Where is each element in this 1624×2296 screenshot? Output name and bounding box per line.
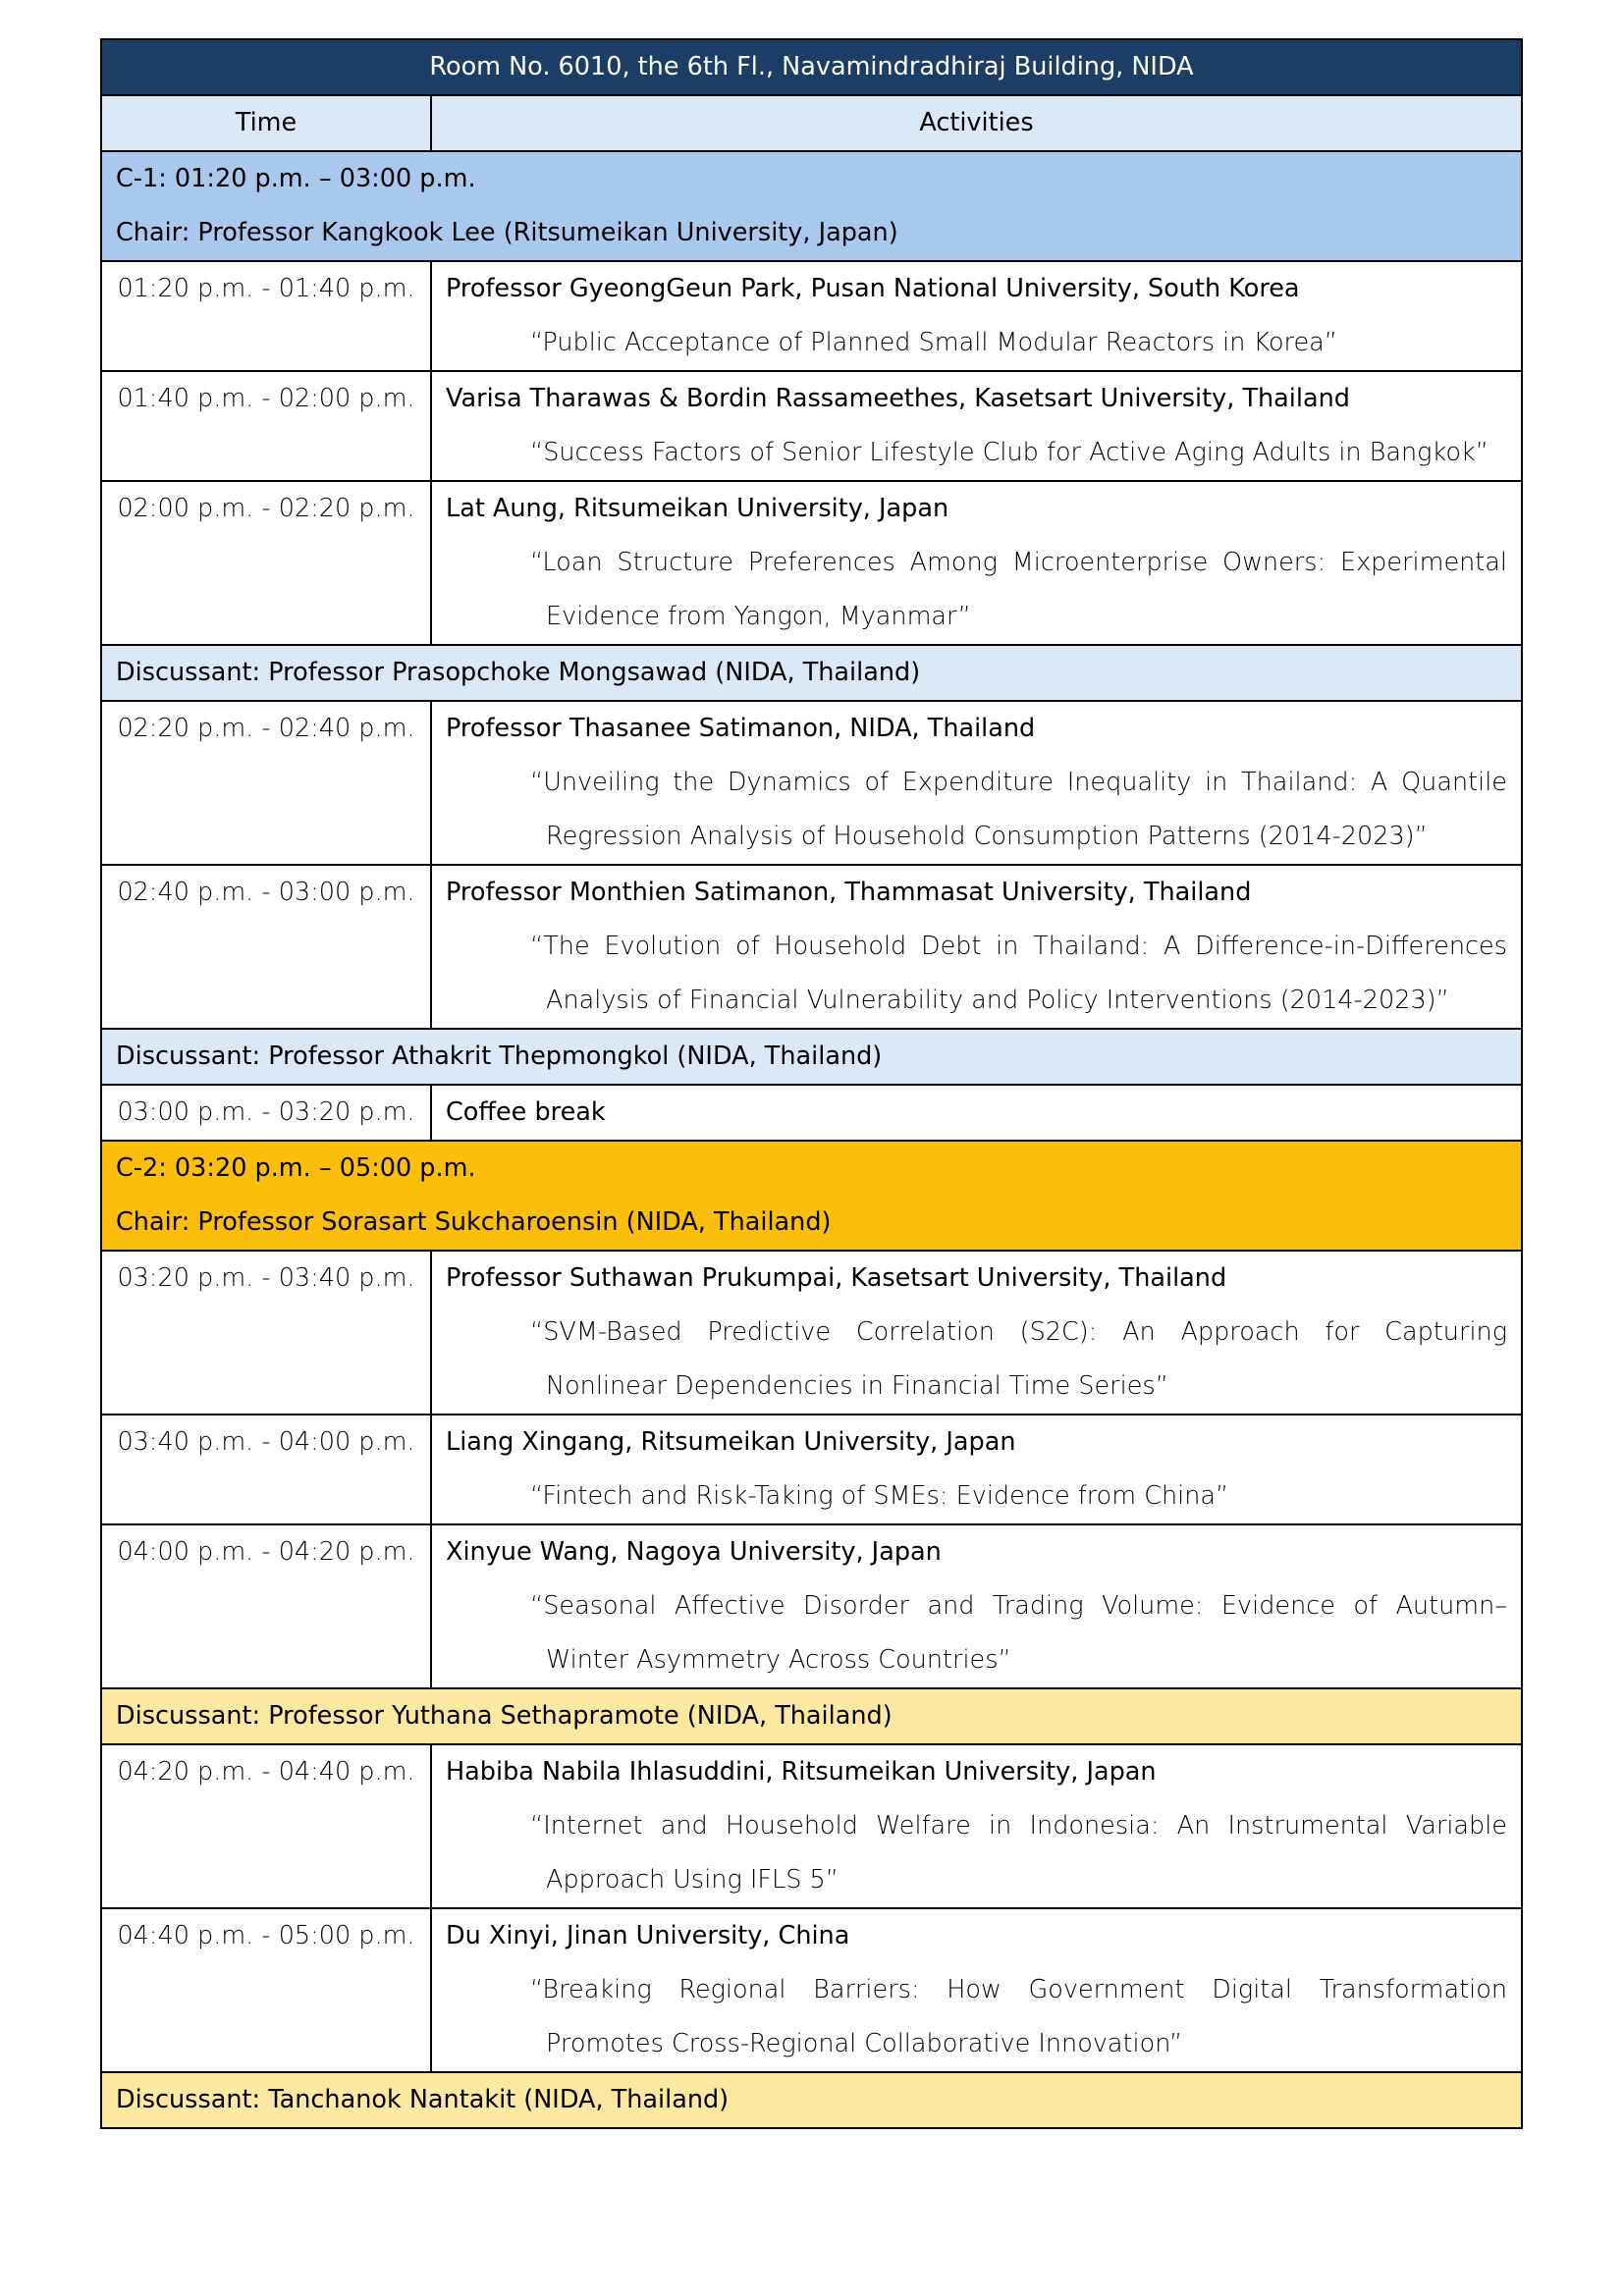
session-c1-header — [101, 151, 1522, 261]
table-row — [101, 371, 1522, 481]
talk-speaker: Du Xinyi, Jinan University, China — [446, 1921, 850, 1950]
talk-activity — [431, 1415, 1522, 1524]
discussant-row: Discussant: Professor Athakrit Thepmongkol (NIDA, Thailand) — [101, 1029, 1522, 1085]
talk-activity — [431, 1908, 1522, 2072]
talk-activity — [431, 1524, 1522, 1688]
talk-time: 03:20 p.m. - 03:40 p.m. — [101, 1251, 431, 1415]
talk-activity — [431, 701, 1522, 865]
talk-time: 04:20 p.m. - 04:40 p.m. — [101, 1744, 431, 1908]
talk-speaker: Habiba Nabila Ihlasuddini, Ritsumeikan University, Japan — [446, 1757, 1157, 1787]
talk-speaker: Professor Suthawan Prukumpai, Kasetsart University, Thailand — [446, 1263, 1227, 1293]
discussant-row: Discussant: Professor Prasopchoke Mongsawad (NIDA, Thailand) — [101, 645, 1522, 701]
talk-time: 04:00 p.m. - 04:20 p.m. — [101, 1524, 431, 1688]
table-row — [101, 1744, 1522, 1908]
talk-speaker: Professor GyeongGeun Park, Pusan National University, South Korea — [446, 274, 1300, 303]
table-row — [101, 481, 1522, 645]
session-c2-chair: Chair: Professor Sorasart Sukcharoensin (NIDA, Thailand) — [116, 1207, 832, 1237]
talk-time: 01:40 p.m. - 02:00 p.m. — [101, 371, 431, 481]
schedule-table — [100, 38, 1523, 2129]
talk-speaker: Lat Aung, Ritsumeikan University, Japan — [446, 494, 949, 523]
table-row — [101, 1415, 1522, 1524]
talk-time: 02:40 p.m. - 03:00 p.m. — [101, 865, 431, 1029]
talk-title: “Seasonal Affective Disorder and Trading Volume: Evidence of Autumn–Winter Asymmetry Across Countries” — [530, 1591, 1507, 1675]
coffee-break-row — [101, 1085, 1522, 1141]
table-row — [101, 701, 1522, 865]
coffee-break-label: Coffee break — [431, 1085, 1522, 1141]
talk-speaker: Xinyue Wang, Nagoya University, Japan — [446, 1537, 942, 1567]
talk-speaker: Liang Xingang, Ritsumeikan University, Japan — [446, 1427, 1016, 1457]
talk-title: “Public Acceptance of Planned Small Modular Reactors in Korea” — [530, 328, 1338, 357]
session-c1-title: C-1: 01:20 p.m. – 03:00 p.m. — [116, 164, 476, 193]
talk-title: “Success Factors of Senior Lifestyle Club for Active Aging Adults in Bangkok” — [530, 438, 1489, 467]
talk-title: “SVM-Based Predictive Correlation (S2C): An Approach for Capturing Nonlinear Dependencies in Financial Time Series” — [530, 1317, 1507, 1401]
session-c2-header — [101, 1141, 1522, 1251]
room-banner: Room No. 6010, the 6th Fl., Navamindradhiraj Building, NIDA — [101, 39, 1522, 95]
talk-activity — [431, 371, 1522, 481]
talk-title: “The Evolution of Household Debt in Thailand: A Difference-in-Differences Analysis of Financial Vulnerability and Policy Interventions (2014-2023)” — [530, 932, 1507, 1015]
talk-activity — [431, 1744, 1522, 1908]
table-row — [101, 865, 1522, 1029]
talk-activity — [431, 865, 1522, 1029]
table-row — [101, 261, 1522, 371]
table-row — [101, 1251, 1522, 1415]
discussant-row: Discussant: Professor Yuthana Sethapramote (NIDA, Thailand) — [101, 1688, 1522, 1744]
talk-activity — [431, 481, 1522, 645]
activities-column-header: Activities — [431, 95, 1522, 151]
talk-time: 03:40 p.m. - 04:00 p.m. — [101, 1415, 431, 1524]
table-row — [101, 1524, 1522, 1688]
talk-title: “Internet and Household Welfare in Indonesia: An Instrumental Variable Approach Using IFLS 5” — [530, 1811, 1507, 1895]
talk-title: “Loan Structure Preferences Among Microenterprise Owners: Experimental Evidence from Yangon, Myanmar” — [530, 548, 1507, 631]
time-column-header: Time — [101, 95, 431, 151]
talk-title: “Unveiling the Dynamics of Expenditure Inequality in Thailand: A Quantile Regression Analysis of Household Consumption Patterns (2014-2023)” — [530, 768, 1507, 851]
talk-speaker: Professor Monthien Satimanon, Thammasat University, Thailand — [446, 878, 1252, 907]
session-c1-chair: Chair: Professor Kangkook Lee (Ritsumeikan University, Japan) — [116, 218, 898, 247]
discussant-row: Discussant: Tanchanok Nantakit (NIDA, Thailand) — [101, 2072, 1522, 2128]
talk-time: 04:40 p.m. - 05:00 p.m. — [101, 1908, 431, 2072]
talk-speaker: Varisa Tharawas & Bordin Rassameethes, Kasetsart University, Thailand — [446, 384, 1350, 413]
talk-time: 02:00 p.m. - 02:20 p.m. — [101, 481, 431, 645]
talk-activity — [431, 1251, 1522, 1415]
talk-time: 01:20 p.m. - 01:40 p.m. — [101, 261, 431, 371]
talk-activity — [431, 261, 1522, 371]
talk-title: “Fintech and Risk-Taking of SMEs: Evidence from China” — [530, 1481, 1229, 1511]
session-c2-title: C-2: 03:20 p.m. – 05:00 p.m. — [116, 1153, 476, 1183]
talk-speaker: Professor Thasanee Satimanon, NIDA, Thailand — [446, 714, 1036, 743]
coffee-break-time: 03:00 p.m. - 03:20 p.m. — [101, 1085, 431, 1141]
talk-title: “Breaking Regional Barriers: How Government Digital Transformation Promotes Cross-Regional Collaborative Innovation” — [530, 1975, 1507, 2058]
talk-time: 02:20 p.m. - 02:40 p.m. — [101, 701, 431, 865]
table-row — [101, 1908, 1522, 2072]
